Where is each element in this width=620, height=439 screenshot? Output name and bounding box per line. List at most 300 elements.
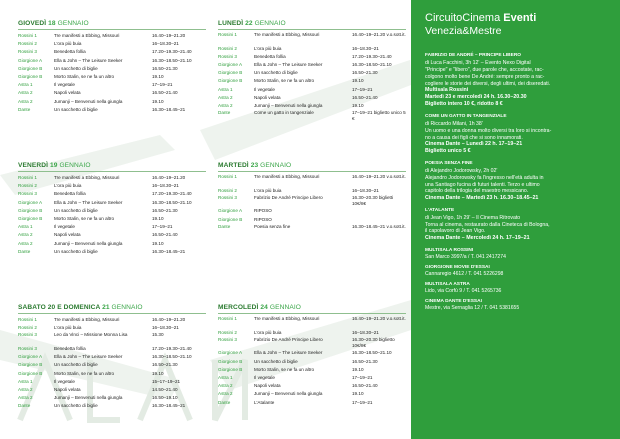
film-title: Jumanji – Benvenuti nella giungla [54, 240, 123, 246]
film-title: Tre manifesti a Ebbing, Missouri [254, 174, 320, 179]
schedule-row [18, 394, 206, 402]
schedule-rows [218, 32, 406, 123]
film-title: L'ora più buia [54, 41, 82, 47]
venue-block [425, 248, 613, 261]
schedule-row [218, 102, 406, 110]
showtimes: 19.10 [152, 240, 164, 246]
cinema-name: Giorgione B [218, 366, 243, 372]
day-name: MARTEDÌ [218, 162, 249, 169]
cinema-name: Astra 1 [18, 224, 33, 230]
film-title: Il vegetale [54, 82, 75, 88]
showtimes: 16.50–21.40 [152, 90, 178, 96]
film-title: Un sacchetto di biglie [254, 70, 298, 76]
cinema-name: Giorgione B [18, 73, 43, 79]
day-name: LUNEDÌ [218, 20, 244, 27]
showtimes: 19.10 [352, 78, 364, 84]
cinema-name: Astra 2 [18, 240, 33, 246]
schedule-row [18, 248, 206, 256]
schedule-rows [18, 174, 206, 256]
showtimes: 16–18.30–21 [152, 41, 179, 47]
brand-logo [425, 12, 536, 38]
schedule-row [18, 81, 206, 89]
schedule-rows [18, 32, 206, 114]
film-title: Ella & John – The Leisure Seeker [254, 350, 323, 356]
cinema-name: Dante [218, 110, 231, 116]
showtimes: 17.20–19.30–21.40 [152, 345, 192, 351]
film-title: Napoli velata [54, 90, 81, 96]
schedule-row [218, 207, 406, 215]
schedule-row [218, 216, 406, 224]
venue-block [425, 299, 613, 312]
cinema-name: Astra 2 [18, 90, 33, 96]
showtimes: 16.40–19–21.20 v.o.sott.it. [352, 174, 406, 179]
event-title: POESIA SENZA FINE [425, 160, 473, 166]
cinema-name: Rossini 2 [218, 187, 237, 193]
venue-name: GIORGIONE MOVIE D'ESSAI [425, 264, 490, 270]
schedule-row [218, 94, 406, 102]
showtimes: 16–18.30–21 [352, 45, 379, 51]
venue-block [425, 282, 613, 295]
event-description: colgono molto bene De André: sempre pronto a rac- [425, 73, 545, 80]
film-title: Jumanji – Benvenuti nella giungla [54, 395, 123, 401]
day-name: GIOVEDÌ [18, 20, 47, 27]
day-number: 24 [260, 304, 268, 311]
showtimes [352, 207, 406, 215]
schedule-row [18, 361, 206, 369]
showtimes: 16.50–21.40 [352, 383, 378, 389]
showtimes: 16–18.30–21 [152, 183, 179, 189]
film-title: L'ora più buia [254, 45, 282, 51]
cinema-name: Giorgione B [18, 207, 43, 213]
cinema-name: Rossini 3 [218, 336, 237, 342]
film-title: Tre manifesti a Ebbing, Missouri [54, 33, 120, 38]
showtimes: 16.30–18.45–21 v.o.sott.it. [352, 223, 406, 229]
showtimes: 16.30–18.50–21.10 [352, 350, 392, 356]
cinema-name: Dante [18, 248, 31, 254]
film-title: Jumanji – Benvenuti nella giungla [254, 102, 323, 108]
film-title: Il vegetale [254, 86, 275, 92]
cinema-name: Giorgione A [18, 199, 43, 205]
schedule-row [18, 345, 206, 353]
film-title: Un sacchetto di biglie [54, 403, 98, 409]
schedule-wednesday [218, 302, 406, 407]
schedule-row [18, 48, 206, 56]
showtimes: 17–19–21 [352, 374, 373, 380]
film-title: Un sacchetto di biglie [254, 358, 298, 364]
schedule-row [18, 65, 206, 73]
schedule-monday [218, 18, 406, 123]
film-title: Ella & John – The Leisure Seeker [54, 57, 123, 63]
schedule-row [218, 195, 406, 208]
film-title: Napoli velata [54, 232, 81, 238]
schedule-row [18, 32, 206, 40]
cinema-name: Rossini 1 [18, 317, 37, 322]
event-description: di Luca Facchini, 3h 12' – Evento Nexo Digital [425, 59, 531, 66]
event-highlight: Cinema Dante – Martedì 23 h. 16.30–18.45–21 [425, 195, 539, 202]
day-month: GENNAIO [59, 162, 91, 169]
cinema-name: Astra 1 [218, 374, 233, 380]
showtimes: 17–19–21 [352, 86, 373, 92]
showtimes: 16–18.30–21 [152, 325, 179, 331]
events-list [425, 53, 613, 315]
schedule-row [18, 73, 206, 81]
venue-name: MULTISALA ASTRA [425, 281, 470, 287]
event-block [425, 208, 613, 243]
film-title: Morto Stalin, se ne fa un altro [54, 215, 115, 221]
event-description: capitolo della trilogia del maestro messicano. [425, 188, 529, 195]
showtimes: 16.50–19.10 [152, 395, 178, 401]
film-title: Jumanji – Benvenuti nella giungla [54, 98, 123, 104]
showtimes: 17–19–21 [352, 399, 373, 405]
cinema-name: Rossini 3 [18, 191, 37, 197]
film-title: Il vegetale [254, 374, 275, 380]
cinema-name: Rossini 3 [218, 53, 237, 59]
schedule-row [218, 358, 406, 366]
film-title: L'ora più buia [254, 329, 282, 335]
schedule-friday [18, 160, 206, 256]
cinema-name: Astra 1 [18, 82, 33, 88]
film-title: Ella & John – The Leisure Seeker [254, 61, 323, 67]
day-month: GENNAIO [260, 162, 292, 169]
cinema-name: Giorgione B [18, 65, 43, 71]
cinema-name: Astra 1 [18, 378, 33, 384]
schedule-row [218, 32, 406, 45]
film-title: L'ora più buia [54, 325, 82, 331]
schedule-row [18, 199, 206, 207]
venue-address: Cannaregio 4612 / T. 041 5226298 [425, 271, 504, 278]
showtimes: 16.50–21.30 [152, 65, 178, 71]
day-month: GENNAIO [111, 304, 143, 311]
schedule-row [218, 329, 406, 337]
schedule-row [218, 53, 406, 61]
event-block [425, 161, 613, 202]
film-title: Fabrizio De André Principe Libero [254, 194, 323, 200]
film-title: RIPOSO [254, 216, 272, 222]
schedule-row [18, 231, 206, 239]
schedule-row [218, 86, 406, 94]
day-month: GENNAIO [254, 20, 286, 27]
schedule-thursday [18, 18, 206, 114]
cinema-name: Giorgione B [218, 216, 243, 222]
event-highlight: Biglietto intero 10 €, ridotto 8 € [425, 101, 503, 108]
schedule-row [218, 382, 406, 390]
film-title: Napoli velata [54, 386, 81, 392]
cinema-name: Rossini 3 [218, 194, 237, 200]
event-description: Alejandro Jodorowsky fa l'ingresso nell'età adulta in [425, 174, 544, 181]
schedule-rows [218, 316, 406, 407]
film-title: Fabrizio De André Principe Libero [254, 336, 323, 342]
schedule-row [218, 316, 406, 329]
film-title: Poesia senza fine [254, 223, 291, 229]
cinema-name: Dante [218, 223, 231, 229]
film-title: Morto Stalin, se ne fa un altro [254, 366, 315, 372]
cinema-name: Dante [218, 399, 231, 405]
film-title: Benedetta follia [54, 345, 86, 351]
schedule-row [218, 69, 406, 77]
schedule-row [18, 207, 206, 215]
schedule-row [18, 353, 206, 361]
film-title: Leo da Vinci – Missione Monna Lisa [54, 332, 128, 338]
day-heading [18, 302, 206, 314]
film-title: Un sacchetto di biglie [54, 207, 98, 213]
cinema-name: Giorgione B [218, 78, 243, 84]
day-name: MERCOLEDÌ [218, 304, 259, 311]
cinema-name: Astra 2 [18, 98, 33, 104]
showtimes: 16.50–21.30 [352, 70, 378, 76]
schedule-row [18, 89, 206, 97]
day-month: GENNAIO [269, 304, 301, 311]
schedule-row [218, 45, 406, 53]
event-title: L'ATALANTE [425, 207, 455, 213]
film-title: Un sacchetto di biglie [54, 362, 98, 368]
schedule-row [218, 224, 406, 237]
venue-block [425, 265, 613, 278]
film-title: L'Atalante [254, 399, 275, 405]
schedule-row [18, 98, 206, 106]
showtimes: 17–19–21 [152, 224, 173, 230]
schedule-row [218, 399, 406, 407]
day-heading [218, 302, 406, 314]
showtimes: 16.30–18.45–21 [152, 106, 186, 112]
schedule-row [218, 61, 406, 69]
film-title: L'ora più buia [54, 183, 82, 189]
cinema-name: Rossini 1 [18, 175, 37, 180]
cinema-name: Astra 2 [18, 386, 33, 392]
cinema-name: Rossini 3 [18, 345, 37, 351]
schedule-row [18, 402, 206, 410]
film-title: L'ora più buia [254, 187, 282, 193]
cinema-name: Rossini 3 [18, 49, 37, 55]
showtimes: 16.40–19–21.20 [152, 175, 186, 180]
cinema-name: Rossini 2 [18, 183, 37, 189]
event-description: di Jean Vigo, 1h 29' – Il Cinema Ritrovato [425, 214, 521, 221]
showtimes: 16.50–21.30 [152, 362, 178, 368]
schedule-rows [218, 174, 406, 236]
cinema-name: Rossini 2 [18, 325, 37, 331]
schedule-row [18, 106, 206, 114]
cinema-name: Astra 2 [18, 232, 33, 238]
film-title: Morto Stalin, se ne fa un altro [54, 370, 115, 376]
schedule-row [18, 57, 206, 65]
film-title: Tre manifesti a Ebbing, Missouri [54, 175, 120, 180]
film-title: Il vegetale [54, 378, 75, 384]
event-highlight: Martedì 23 e mercoledì 24 h. 16.30–20.30 [425, 94, 527, 101]
showtimes: 19.10 [352, 366, 364, 372]
cinema-name: Rossini 3 [18, 332, 37, 338]
event-description: Torna al cinema, restaurato dalla Cineteca di Bologna, [425, 221, 550, 228]
event-description: "Principe" e "libero", due parole che, accostate, rac- [425, 66, 544, 73]
showtimes: 16.40–19–21.20 v.o.sott.it. [352, 32, 406, 37]
cinema-name: Rossini 1 [218, 32, 237, 37]
film-title: Morto Stalin, se ne fa un altro [54, 73, 115, 79]
cinema-name: Astra 1 [218, 86, 233, 92]
venue-name: CINEMA DANTE D'ESSAI [425, 298, 482, 304]
showtimes: 14.50–21.40 [152, 386, 178, 392]
brand-events: Eventi [503, 12, 537, 24]
day-heading [218, 18, 406, 30]
event-description: cogliere le storie dei diversi, degli ultimi, dei diseredati. [425, 80, 551, 87]
cinema-name: Giorgione B [18, 362, 43, 368]
showtimes: 19.10 [152, 370, 164, 376]
schedule-row [18, 215, 206, 223]
showtimes: 17.20–19.30–21.40 [352, 53, 392, 59]
showtimes: 16.30–20.30 biglietto 10€/8€ [352, 336, 395, 348]
brand-subtitle: Venezia&Mestre [425, 25, 502, 37]
day-heading [18, 160, 206, 172]
showtimes: 16.30–18.45–21 [152, 403, 186, 409]
showtimes: 15.30 [152, 332, 164, 338]
showtimes: 16.50–21.30 [152, 207, 178, 213]
film-title: Come un gatto in tangenziale [254, 110, 314, 116]
cinema-name: Giorgione A [18, 57, 43, 63]
schedule-row [18, 40, 206, 48]
event-description: una Santiago fucina di futuri talenti. Terzo e ultimo [425, 181, 540, 188]
day-number: 22 [245, 20, 253, 27]
film-title: Ella & John – The Leisure Seeker [54, 199, 123, 205]
cinema-name: Astra 2 [18, 395, 33, 401]
schedule-row [218, 366, 406, 374]
day-number: 23 [250, 162, 259, 169]
showtimes: 19.10 [352, 102, 364, 108]
cinema-name: Giorgione B [218, 358, 243, 364]
cinema-name: Giorgione B [18, 370, 43, 376]
showtimes: 16.50–21.40 [152, 232, 178, 238]
event-description: Un uomo e una donna molto diversi tra loro si incontra- [425, 127, 552, 134]
day-number: 18 [48, 20, 56, 27]
showtimes: 16.30–18.50–21.10 [352, 61, 392, 67]
showtimes: 17.20–19.30–21.40 [152, 49, 192, 55]
film-title: Un sacchetto di biglie [54, 65, 98, 71]
showtimes: 16.40–19–21.20 [152, 33, 186, 38]
schedule-row [218, 77, 406, 85]
event-highlight: Multisala Rossini [425, 87, 469, 94]
day-heading [218, 160, 406, 172]
day-number: 19 [49, 162, 58, 169]
event-highlight: Cinema Dante – Lunedì 22 h. 17–19–21 [425, 141, 523, 148]
schedule-row [18, 316, 206, 324]
cinema-name: Giorgione A [218, 61, 243, 67]
film-title: Benedetta follia [254, 53, 286, 59]
event-highlight: Biglietto unico 5 € [425, 148, 471, 155]
film-title: Un sacchetto di biglie [54, 106, 98, 112]
film-title: Tre manifesti a Ebbing, Missouri [54, 317, 120, 322]
event-title: COME UN GATTO IN TANGENZIALE [425, 113, 507, 119]
cinema-name: Giorgione A [18, 354, 43, 360]
day-month: GENNAIO [57, 20, 89, 27]
showtimes: 16.40–19–21.20 [152, 317, 186, 322]
event-description: no a causa dei figli che si sono innamorati. [425, 134, 523, 141]
schedule-row [218, 349, 406, 357]
cinema-name: Rossini 1 [18, 33, 37, 38]
event-description: di Riccardo Milani, 1h 38' [425, 120, 483, 127]
schedule-row [18, 378, 206, 386]
cinema-name: Dante [18, 106, 31, 112]
showtimes: 19.10 [152, 215, 164, 221]
showtimes: 16–18.30–21 [352, 187, 379, 193]
film-title: RIPOSO [254, 208, 272, 214]
cinema-name: Rossini 1 [218, 316, 237, 321]
venue-address: San Marco 3997/a / T. 041 2417274 [425, 254, 506, 261]
event-description: di Alejandro Jodorowsky, 2h 02' [425, 167, 498, 174]
schedule-row [218, 374, 406, 382]
showtimes: 16.50–21.40 [352, 94, 378, 100]
cinema-name: Giorgione A [218, 208, 243, 214]
showtimes: 19.10 [352, 391, 364, 397]
venue-name: MULTISALA ROSSINI [425, 247, 474, 253]
schedule-row [218, 174, 406, 187]
showtimes [352, 216, 406, 224]
venue-address: Lido, via Corfù 9 / T. 041 5265736 [425, 288, 502, 295]
schedule-row [18, 332, 206, 345]
schedule-row [218, 187, 406, 195]
cinema-name: Astra 2 [218, 391, 233, 397]
schedule-tuesday [218, 160, 406, 236]
event-block [425, 114, 613, 156]
event-block [425, 53, 613, 108]
showtimes: 17.20–19.30–21.40 [152, 191, 192, 197]
film-title: Benedetta follia [54, 191, 86, 197]
showtimes: 16.30–18.45–21 [152, 248, 186, 254]
cinema-name: Dante [18, 403, 31, 409]
cinema-name: Giorgione B [18, 215, 43, 221]
film-title: Morto Stalin, se ne fa un altro [254, 78, 315, 84]
showtimes: 19.10 [152, 98, 164, 104]
schedule-row [218, 110, 406, 123]
film-title: Tre manifesti a Ebbing, Missouri [254, 316, 320, 321]
showtimes: 16.30–18.50–21.10 [152, 354, 192, 360]
day-heading [18, 18, 206, 30]
showtimes: 16.30–18.50–21.10 [152, 199, 192, 205]
showtimes: 19.10 [152, 73, 164, 79]
film-title: Benedetta follia [54, 49, 86, 55]
schedule-rows [18, 316, 206, 410]
schedule-weekend [18, 302, 206, 410]
event-highlight: Cinema Dante – Mercoledì 24 h. 17–19–21 [425, 235, 530, 242]
schedule-row [18, 223, 206, 231]
cinema-name: Rossini 2 [218, 329, 237, 335]
day-name: VENERDÌ [18, 162, 49, 169]
event-description: il capolavoro di Jean Vigo. [425, 228, 486, 235]
showtimes: 17–19–21 biglietto unico 5 € [352, 110, 406, 122]
cinema-name: Rossini 1 [218, 174, 237, 179]
film-title: Napoli velata [254, 94, 281, 100]
venue-address: Mestre, via Sernaglia 12 / T. 041 5381655 [425, 305, 520, 312]
showtimes: 16.30–20.30 biglietti 10€/8€ [352, 194, 394, 206]
schedule-row [18, 386, 206, 394]
cinema-name: Astra 2 [218, 383, 233, 389]
film-title: Un sacchetto di biglie [54, 248, 98, 254]
schedule-row [18, 240, 206, 248]
film-title: Il vegetale [54, 224, 75, 230]
cinema-name: Giorgione A [218, 350, 243, 356]
day-name: SABATO 20 E DOMENICA [18, 304, 101, 311]
schedule-row [18, 370, 206, 378]
event-title: FABRIZIO DE ANDRÉ – PRINCIPE LIBERO [425, 53, 522, 58]
showtimes: 15–17–19–21 [152, 378, 181, 384]
film-title: Napoli velata [254, 383, 281, 389]
schedule-row [18, 174, 206, 182]
showtimes: 16.50–21.30 [352, 358, 378, 364]
schedule-row [18, 324, 206, 332]
showtimes: 16.40–19–21.20 v.o.sott.it. [352, 316, 406, 321]
schedule-row [18, 182, 206, 190]
cinema-name: Giorgione B [218, 70, 243, 76]
film-title: Jumanji – Benvenuti nella giungla [254, 391, 323, 397]
schedule-row [18, 190, 206, 198]
schedule-row [218, 390, 406, 398]
cinema-name: Astra 2 [218, 102, 233, 108]
cinema-name: Astra 2 [218, 94, 233, 100]
